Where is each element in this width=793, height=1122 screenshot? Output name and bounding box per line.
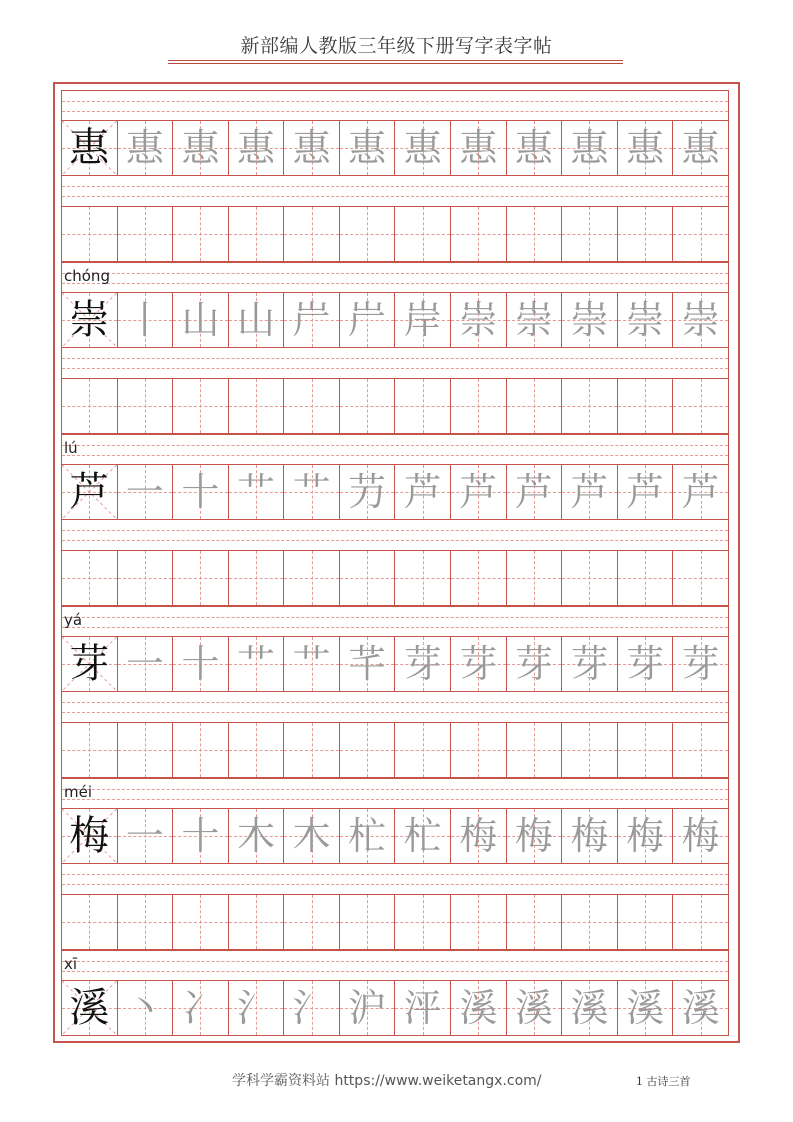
pinyin-label: lú — [64, 439, 78, 457]
pinyin-band — [61, 950, 729, 980]
tracing-cell[interactable] — [673, 980, 729, 1036]
tracing-cell[interactable] — [507, 808, 563, 864]
blank-writing-cell[interactable] — [673, 206, 729, 262]
blank-writing-cell[interactable] — [395, 550, 451, 606]
tracing-character: 一 — [125, 470, 164, 514]
pinyin-band — [61, 778, 729, 808]
footer-page-label: 1 古诗三首 — [636, 1075, 691, 1088]
blank-writing-cell[interactable] — [61, 894, 118, 950]
blank-writing-cell[interactable] — [451, 378, 507, 434]
tracing-character: 惠 — [348, 126, 387, 170]
model-character-cell[interactable] — [61, 808, 118, 864]
tracing-character: 溪 — [514, 986, 553, 1030]
tracing-character: 芽 — [514, 642, 553, 686]
tracing-cell[interactable] — [618, 292, 674, 348]
model-character: 溪 — [69, 985, 110, 1031]
blank-row — [61, 206, 729, 262]
blank-writing-cell[interactable] — [340, 894, 396, 950]
tracing-character: 芦 — [459, 470, 498, 514]
tracing-character: 芦 — [403, 470, 442, 514]
tracing-cell[interactable] — [451, 120, 507, 176]
blank-writing-cell[interactable] — [618, 894, 674, 950]
tracing-cell[interactable] — [507, 120, 563, 176]
tracing-character: 芽 — [681, 642, 720, 686]
tracing-character: 芽 — [459, 642, 498, 686]
blank-writing-cell[interactable] — [61, 378, 118, 434]
tracing-character: 崇 — [626, 298, 665, 342]
tracing-character: 芦 — [570, 470, 609, 514]
blank-writing-cell[interactable] — [118, 206, 174, 262]
tracing-character: 惠 — [570, 126, 609, 170]
tracing-character: 丨 — [125, 298, 164, 342]
blank-writing-cell[interactable] — [229, 206, 285, 262]
tracing-cell[interactable] — [673, 120, 729, 176]
blank-writing-cell[interactable] — [507, 894, 563, 950]
blank-writing-cell[interactable] — [340, 722, 396, 778]
tracing-character: 泙 — [403, 986, 442, 1030]
tracing-character: 惠 — [459, 126, 498, 170]
pinyin-band — [61, 606, 729, 636]
blank-writing-cell[interactable] — [673, 722, 729, 778]
tracing-cell[interactable] — [118, 464, 174, 520]
tracing-character: 木 — [237, 814, 276, 858]
model-character: 芦 — [69, 469, 110, 515]
tracing-character: 氵 — [237, 986, 276, 1030]
blank-writing-cell[interactable] — [284, 378, 340, 434]
blank-writing-cell[interactable] — [173, 378, 229, 434]
tracing-character: 惠 — [181, 126, 220, 170]
tracing-cell[interactable] — [173, 120, 229, 176]
tracing-character: 山 — [237, 298, 276, 342]
pinyin-band — [61, 262, 729, 292]
blank-writing-cell[interactable] — [562, 378, 618, 434]
tracing-cell[interactable] — [507, 292, 563, 348]
blank-writing-cell[interactable] — [618, 550, 674, 606]
tracing-cell[interactable] — [395, 464, 451, 520]
blank-practice-band — [61, 176, 729, 262]
tracing-cell[interactable] — [395, 980, 451, 1036]
blank-writing-cell[interactable] — [673, 894, 729, 950]
model-character-cell[interactable] — [61, 464, 118, 520]
tracing-cell[interactable] — [229, 980, 285, 1036]
tracing-character: 崇 — [459, 298, 498, 342]
tracing-character: 芽 — [403, 642, 442, 686]
tracing-cell[interactable] — [173, 292, 229, 348]
tracing-character: 岸 — [403, 298, 442, 342]
character-block — [61, 778, 729, 950]
tracing-cell[interactable] — [284, 808, 340, 864]
title-underline — [168, 60, 623, 61]
blank-writing-cell[interactable] — [451, 894, 507, 950]
page-title: 新部编人教版三年级下册写字表字帖 — [240, 35, 553, 57]
blank-writing-cell[interactable] — [451, 550, 507, 606]
tracing-cell[interactable] — [173, 636, 229, 692]
tracing-character: 艹 — [237, 642, 276, 686]
blank-writing-cell[interactable] — [61, 722, 118, 778]
blank-writing-cell[interactable] — [507, 550, 563, 606]
tracing-character: 芦 — [681, 470, 720, 514]
blank-writing-cell[interactable] — [173, 722, 229, 778]
character-row — [61, 980, 729, 1036]
tracing-cell[interactable] — [451, 980, 507, 1036]
blank-writing-cell[interactable] — [562, 206, 618, 262]
blank-practice-band — [61, 864, 729, 950]
tracing-cell[interactable] — [562, 464, 618, 520]
tracing-character: 杧 — [403, 814, 442, 858]
blank-writing-cell[interactable] — [562, 894, 618, 950]
pinyin-label: chóng — [64, 267, 110, 285]
tracing-cell[interactable] — [673, 636, 729, 692]
tracing-character: 溪 — [459, 986, 498, 1030]
tracing-character: 屵 — [292, 298, 331, 342]
tracing-cell[interactable] — [340, 636, 396, 692]
tracing-cell[interactable] — [618, 120, 674, 176]
blank-writing-cell[interactable] — [451, 722, 507, 778]
tracing-character: 屵 — [348, 298, 387, 342]
model-character-cell[interactable] — [61, 636, 118, 692]
blank-writing-cell[interactable] — [562, 550, 618, 606]
pinyin-label: méi — [64, 783, 93, 801]
blank-writing-cell[interactable] — [173, 206, 229, 262]
blank-writing-cell[interactable] — [562, 722, 618, 778]
character-row — [61, 636, 729, 692]
tracing-cell[interactable] — [118, 120, 174, 176]
tracing-cell[interactable] — [118, 292, 174, 348]
tracing-cell[interactable] — [118, 808, 174, 864]
tracing-cell[interactable] — [618, 808, 674, 864]
tracing-character: 溪 — [681, 986, 720, 1030]
tracing-character: 惠 — [125, 126, 164, 170]
character-block — [61, 262, 729, 434]
tracing-cell[interactable] — [451, 808, 507, 864]
tracing-character: 溪 — [626, 986, 665, 1030]
blank-writing-cell[interactable] — [173, 894, 229, 950]
tracing-character: 惠 — [403, 126, 442, 170]
character-row — [61, 808, 729, 864]
blank-row — [61, 722, 729, 778]
tracing-character: 一 — [125, 642, 164, 686]
blank-writing-cell[interactable] — [284, 722, 340, 778]
tracing-character: 十 — [181, 814, 220, 858]
tracing-cell[interactable] — [118, 636, 174, 692]
tracing-character: 山 — [181, 298, 220, 342]
tracing-cell[interactable] — [229, 120, 285, 176]
tracing-cell[interactable] — [673, 464, 729, 520]
tracing-cell[interactable] — [673, 292, 729, 348]
tracing-character: 崇 — [514, 298, 553, 342]
blank-writing-cell[interactable] — [229, 378, 285, 434]
tracing-character: 一 — [125, 814, 164, 858]
character-row — [61, 292, 729, 348]
tracing-character: 冫 — [181, 986, 220, 1030]
footer-site: 学科学霸资料站 https://www.weiketangx.com/ — [232, 1073, 542, 1089]
tracing-character: 沪 — [348, 986, 387, 1030]
tracing-cell[interactable] — [340, 292, 396, 348]
tracing-character: 芽 — [626, 642, 665, 686]
tracing-character: 艹 — [237, 470, 276, 514]
blank-writing-cell[interactable] — [229, 894, 285, 950]
tracing-character: 氵 — [292, 986, 331, 1030]
tracing-cell[interactable] — [507, 464, 563, 520]
tracing-character: 惠 — [237, 126, 276, 170]
blank-writing-cell[interactable] — [340, 206, 396, 262]
tracing-cell[interactable] — [562, 636, 618, 692]
blank-writing-cell[interactable] — [507, 722, 563, 778]
tracing-character: 崇 — [570, 298, 609, 342]
tracing-character: 芊 — [348, 642, 387, 686]
blank-writing-cell[interactable] — [229, 550, 285, 606]
pinyin-band — [61, 434, 729, 464]
tracing-character: 十 — [181, 642, 220, 686]
blank-writing-cell[interactable] — [61, 206, 118, 262]
tracing-character: 惠 — [681, 126, 720, 170]
blank-writing-cell[interactable] — [451, 206, 507, 262]
tracing-character: 艹 — [292, 470, 331, 514]
blank-row — [61, 378, 729, 434]
tracing-cell[interactable] — [173, 980, 229, 1036]
tracing-character: 惠 — [292, 126, 331, 170]
blank-writing-cell[interactable] — [395, 378, 451, 434]
tracing-character: 十 — [181, 470, 220, 514]
tracing-cell[interactable] — [562, 120, 618, 176]
tracing-cell[interactable] — [173, 464, 229, 520]
tracing-character: 梅 — [626, 814, 665, 858]
blank-writing-cell[interactable] — [118, 894, 174, 950]
tracing-character: 艹 — [292, 642, 331, 686]
blank-row — [61, 894, 729, 950]
blank-writing-cell[interactable] — [673, 378, 729, 434]
tracing-character: 梅 — [514, 814, 553, 858]
blank-writing-cell[interactable] — [395, 894, 451, 950]
tracing-cell[interactable] — [284, 292, 340, 348]
character-block — [61, 90, 729, 262]
blank-writing-cell[interactable] — [284, 206, 340, 262]
tracing-cell[interactable] — [284, 636, 340, 692]
blank-practice-band — [61, 348, 729, 434]
model-character: 崇 — [69, 297, 110, 343]
tracing-cell[interactable] — [395, 292, 451, 348]
tracing-cell[interactable] — [340, 808, 396, 864]
blank-writing-cell[interactable] — [284, 894, 340, 950]
tracing-cell[interactable] — [618, 980, 674, 1036]
blank-writing-cell[interactable] — [507, 206, 563, 262]
blank-writing-cell[interactable] — [118, 550, 174, 606]
tracing-cell[interactable] — [618, 464, 674, 520]
tracing-cell[interactable] — [284, 120, 340, 176]
tracing-cell[interactable] — [562, 980, 618, 1036]
model-character: 梅 — [69, 813, 110, 859]
tracing-character: 杧 — [348, 814, 387, 858]
blank-writing-cell[interactable] — [618, 378, 674, 434]
pinyin-band — [61, 90, 729, 120]
tracing-cell[interactable] — [340, 980, 396, 1036]
tracing-cell[interactable] — [340, 120, 396, 176]
tracing-cell[interactable] — [173, 808, 229, 864]
tracing-cell[interactable] — [229, 636, 285, 692]
tracing-cell[interactable] — [229, 292, 285, 348]
blank-writing-cell[interactable] — [229, 722, 285, 778]
blank-writing-cell[interactable] — [173, 550, 229, 606]
blank-writing-cell[interactable] — [673, 550, 729, 606]
blank-writing-cell[interactable] — [507, 378, 563, 434]
blank-writing-cell[interactable] — [340, 550, 396, 606]
model-character: 惠 — [69, 125, 110, 171]
tracing-character: 芀 — [348, 470, 387, 514]
tracing-character: 木 — [292, 814, 331, 858]
pinyin-label: yá — [64, 611, 83, 629]
tracing-cell[interactable] — [618, 636, 674, 692]
tracing-cell[interactable] — [451, 292, 507, 348]
character-block — [61, 606, 729, 778]
model-character-cell[interactable] — [61, 980, 118, 1036]
blank-writing-cell[interactable] — [61, 550, 118, 606]
model-character: 芽 — [69, 641, 110, 687]
tracing-character: 惠 — [514, 126, 553, 170]
tracing-cell[interactable] — [507, 636, 563, 692]
tracing-cell[interactable] — [395, 120, 451, 176]
blank-practice-band — [61, 520, 729, 606]
tracing-character: 梅 — [570, 814, 609, 858]
model-character-cell[interactable] — [61, 120, 118, 176]
tracing-cell[interactable] — [229, 808, 285, 864]
blank-writing-cell[interactable] — [618, 206, 674, 262]
pinyin-label: xī — [64, 955, 78, 973]
tracing-character: 崇 — [681, 298, 720, 342]
character-row — [61, 120, 729, 176]
blank-writing-cell[interactable] — [118, 378, 174, 434]
tracing-cell[interactable] — [451, 636, 507, 692]
character-block — [61, 950, 729, 1122]
blank-writing-cell[interactable] — [118, 722, 174, 778]
blank-writing-cell[interactable] — [395, 722, 451, 778]
tracing-cell[interactable] — [562, 808, 618, 864]
practice-grid — [61, 90, 729, 1034]
tracing-character: 芦 — [626, 470, 665, 514]
tracing-character: 梅 — [681, 814, 720, 858]
blank-writing-cell[interactable] — [284, 550, 340, 606]
tracing-cell[interactable] — [562, 292, 618, 348]
blank-writing-cell[interactable] — [340, 378, 396, 434]
blank-practice-band — [61, 692, 729, 778]
blank-writing-cell[interactable] — [618, 722, 674, 778]
title-underline — [168, 63, 623, 64]
tracing-cell[interactable] — [229, 464, 285, 520]
blank-writing-cell[interactable] — [395, 206, 451, 262]
tracing-character: 溪 — [570, 986, 609, 1030]
tracing-character: 丶 — [125, 986, 164, 1030]
tracing-cell[interactable] — [118, 980, 174, 1036]
model-character-cell[interactable] — [61, 292, 118, 348]
tracing-character: 惠 — [626, 126, 665, 170]
tracing-cell[interactable] — [284, 980, 340, 1036]
tracing-cell[interactable] — [451, 464, 507, 520]
tracing-cell[interactable] — [673, 808, 729, 864]
tracing-cell[interactable] — [395, 636, 451, 692]
character-row — [61, 464, 729, 520]
tracing-cell[interactable] — [395, 808, 451, 864]
character-block — [61, 434, 729, 606]
tracing-cell[interactable] — [507, 980, 563, 1036]
tracing-cell[interactable] — [340, 464, 396, 520]
tracing-character: 梅 — [459, 814, 498, 858]
blank-row — [61, 550, 729, 606]
tracing-character: 芽 — [570, 642, 609, 686]
tracing-cell[interactable] — [284, 464, 340, 520]
tracing-character: 芦 — [514, 470, 553, 514]
